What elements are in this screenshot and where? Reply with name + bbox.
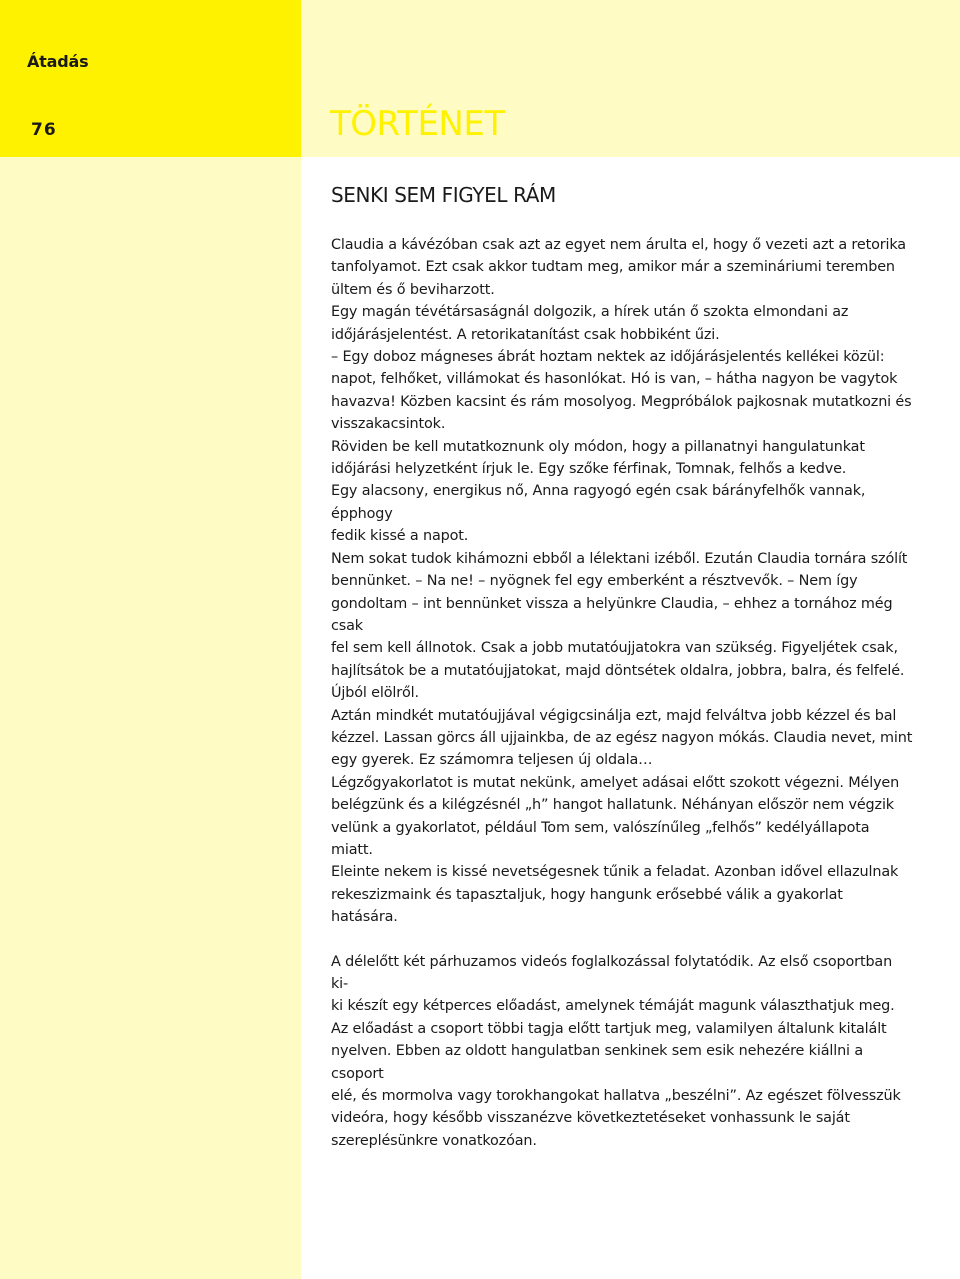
text-line: ültem és ő beviharzott.: [331, 281, 495, 298]
text-line: fel sem kell állnotok. Csak a jobb mutatóujjatokra van szükség. Figyeljétek csak,: [331, 640, 898, 657]
text-line: videóra, hogy később visszanézve következtetéseket vonhassunk le saját: [331, 1110, 850, 1127]
text-line: Egy alacsony, energikus nő, Anna ragyogó egén csak bárányfelhők vannak, épphogy: [331, 483, 866, 522]
text-line: időjárásjelentést. A retorikatanítást csak hobbiként űzi.: [331, 326, 720, 343]
sidebar-strip: [0, 0, 301, 1279]
text-line: Eleinte nekem is kissé nevetségesnek tűnik a feladat. Azonban idővel ellazulnak: [331, 864, 899, 881]
text-line: velünk a gyakorlatot, például Tom sem, valószínűleg „felhős” kedélyállapota miatt.: [331, 819, 870, 858]
text-line: havazva! Közben kacsint és rám mosolyog. Megpróbálok pajkosnak mutatkozni és: [331, 393, 912, 410]
text-line: Légzőgyakorlatot is mutat nekünk, amelyet adásai előtt szokott végezni. Mélyen: [331, 774, 900, 791]
text-line: hajlítsátok be a mutatóujjatokat, majd döntsétek oldalra, jobbra, balra, és felfelé.: [331, 662, 905, 679]
text-line: Claudia a kávézóban csak azt az egyet nem árulta el, hogy ő vezeti azt a retorika: [331, 237, 906, 253]
article-body: [331, 234, 913, 1152]
text-line: ki készít egy kétperces előadást, amelynek témáját magunk választhatjuk meg.: [331, 998, 895, 1015]
text-line: nyelven. Ebben az oldott hangulatban senkinek sem esik nehezére kiállni a csoport: [331, 1043, 863, 1082]
text-line: visszakacsintok.: [331, 416, 446, 433]
text-line: tanfolyamot. Ezt csak akkor tudtam meg, amikor már a szemináriumi teremben: [331, 259, 895, 276]
article-paragraph-block-2: [331, 951, 913, 1153]
text-line: kézzel. Lassan görcs áll ujjainkba, de az egész nagyon mókás. Claudia nevet, mint: [331, 729, 913, 746]
text-line: rekeszizmaink és tapasztaljuk, hogy hangunk erősebbé válik a gyakorlat hatására.: [331, 886, 843, 926]
text-line: napot, felhőket, villámokat és hasonlókat. Hó is van, – hátha nagyon be vagytok: [331, 371, 898, 388]
article-title: SENKI SEM FIGYEL RÁM: [331, 183, 556, 207]
text-line: Aztán mindkét mutatóujjával végigcsinálja ezt, majd felváltva jobb kézzel és bal: [331, 707, 897, 724]
text-line: szereplésünkre vonatkozóan.: [331, 1132, 537, 1149]
section-label: Átadás: [27, 52, 89, 71]
text-line: egy gyerek. Ez számomra teljesen új oldala…: [331, 752, 653, 769]
text-line: belégzünk és a kilégzésnél „h” hangot hallatunk. Néhányan először nem végzik: [331, 797, 894, 814]
page-number: 76: [31, 120, 57, 140]
text-line: – Egy doboz mágneses ábrát hoztam nektek az időjárásjelentés kellékei közül:: [331, 349, 885, 366]
text-line: elé, és mormolva vagy torokhangokat hallatva „beszélni”. Az egészet fölvesszük: [331, 1088, 901, 1105]
text-line: fedik kissé a napot.: [331, 528, 469, 545]
article-paragraph-block-1: [331, 234, 913, 929]
text-line: gondoltam – int bennünket vissza a helyünkre Claudia, – ehhez a tornához még csak: [331, 595, 893, 634]
chapter-title: TÖRTÉNET: [330, 104, 505, 144]
text-line: bennünket. – Na ne! – nyögnek fel egy emberként a résztvevők. – Nem így: [331, 573, 858, 590]
paragraph-gap: [331, 929, 913, 951]
text-line: Nem sokat tudok kihámozni ebből a lélektani izéből. Ezután Claudia tornára szólít: [331, 550, 908, 567]
text-line: A délelőtt két párhuzamos videós foglalkozással folytatódik. Az első csoportban ki-: [331, 953, 893, 992]
text-line: Egy magán tévétársaságnál dolgozik, a hírek után ő szokta elmondani az: [331, 304, 849, 321]
text-line: időjárási helyzetként írjuk le. Egy szőke férfinak, Tomnak, felhős a kedve.: [331, 461, 847, 478]
text-line: Az előadást a csoport többi tagja előtt tartjuk meg, valamilyen általunk kitalált: [331, 1020, 887, 1037]
text-line: Újból elölről.: [331, 685, 419, 702]
text-line: Röviden be kell mutatkoznunk oly módon, hogy a pillanatnyi hangulatunkat: [331, 438, 865, 455]
